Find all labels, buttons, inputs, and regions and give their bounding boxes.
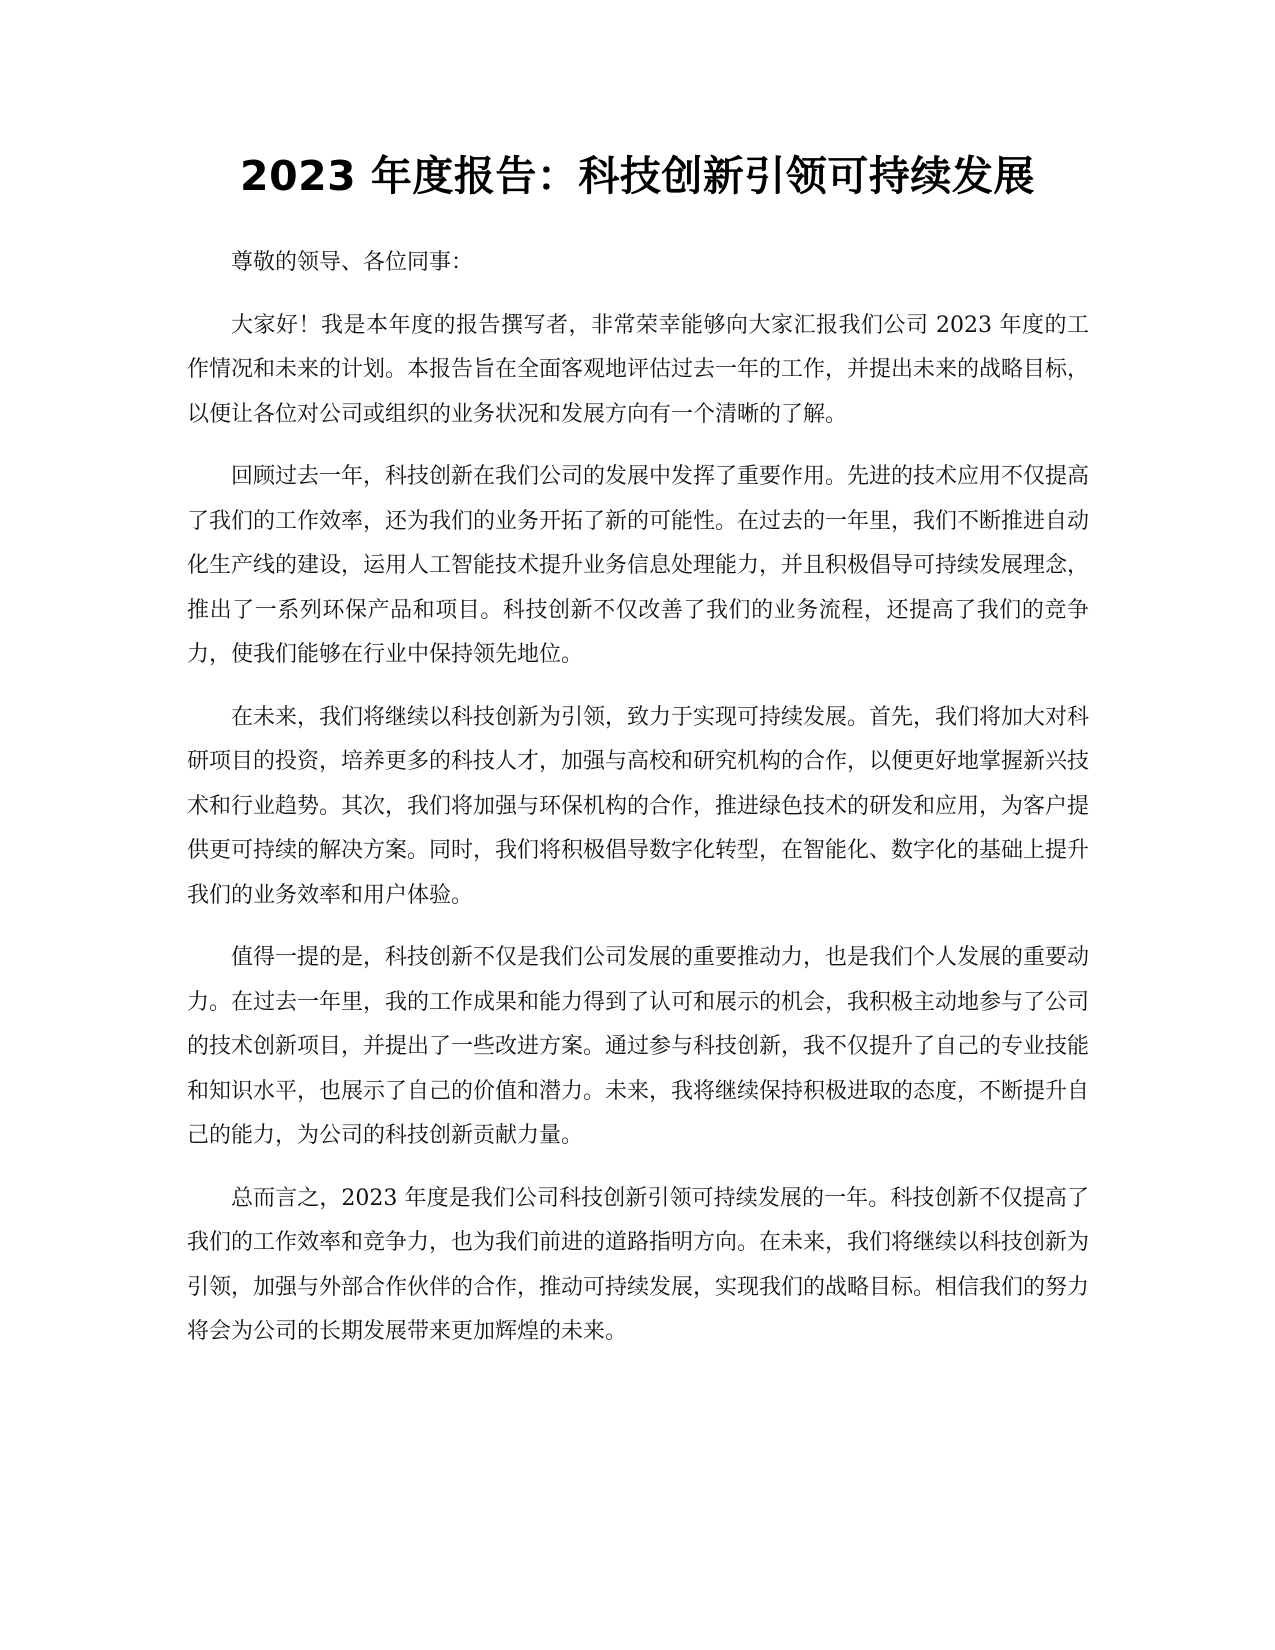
paragraph-future: 在未来，我们将继续以科技创新为引领，致力于实现可持续发展。首先，我们将加大对科研项目的投资，培养更多的科技人才，加强与高校和研究机构的合作，以便更好地掌握新兴技术和行业趋势。其次，我们将加强与环保机构的合作，推进绿色技术的研发和应用，为客户提供更可持续的解决方案。同时，我们将积极倡导数字化转型，在智能化、数字化的基础上提升我们的业务效率和用户体验。 — [187, 704, 1090, 908]
paragraph-conclusion: 总而言之，2023 年度是我们公司科技创新引领可持续发展的一年。科技创新不仅提高了我们的工作效率和竞争力，也为我们前进的道路指明方向。在未来，我们将继续以科技创新为引领，加强与外部合作伙伴的合作，推动可持续发展，实现我们的战略目标。相信我们的努力将会为公司的长期发展带来更加辉煌的未来。 — [187, 1185, 1090, 1344]
document-title: 2023 年度报告：科技创新引领可持续发展 — [240, 152, 1035, 200]
paragraph-intro: 大家好！我是本年度的报告撰写者，非常荣幸能够向大家汇报我们公司 2023 年度的工作情况和未来的计划。本报告旨在全面客观地评估过去一年的工作，并提出未来的战略目标，以便让各位对公司或组织的业务状况和发展方向有一个清晰的了解。 — [187, 312, 1090, 427]
paragraph-review: 回顾过去一年，科技创新在我们公司的发展中发挥了重要作用。先进的技术应用不仅提高了我们的工作效率，还为我们的业务开拓了新的可能性。在过去的一年里，我们不断推进自动化生产线的建设，运用人工智能技术提升业务信息处理能力，并且积极倡导可持续发展理念，推出了一系列环保产品和项目。科技创新不仅改善了我们的业务流程，还提高了我们的竞争力，使我们能够在行业中保持领先地位。 — [187, 464, 1090, 667]
salutation: 尊敬的领导、各位同事： — [231, 250, 474, 275]
paragraph-personal: 值得一提的是，科技创新不仅是我们公司发展的重要推动力，也是我们个人发展的重要动力。在过去一年里，我的工作成果和能力得到了认可和展示的机会，我积极主动地参与了公司的技术创新项目，并提出了一些改进方案。通过参与科技创新，我不仅提升了自己的专业技能和知识水平，也展示了自己的价值和潜力。未来，我将继续保持积极进取的态度，不断提升自己的能力，为公司的科技创新贡献力量。 — [187, 945, 1090, 1148]
document-body — [187, 241, 1089, 1373]
